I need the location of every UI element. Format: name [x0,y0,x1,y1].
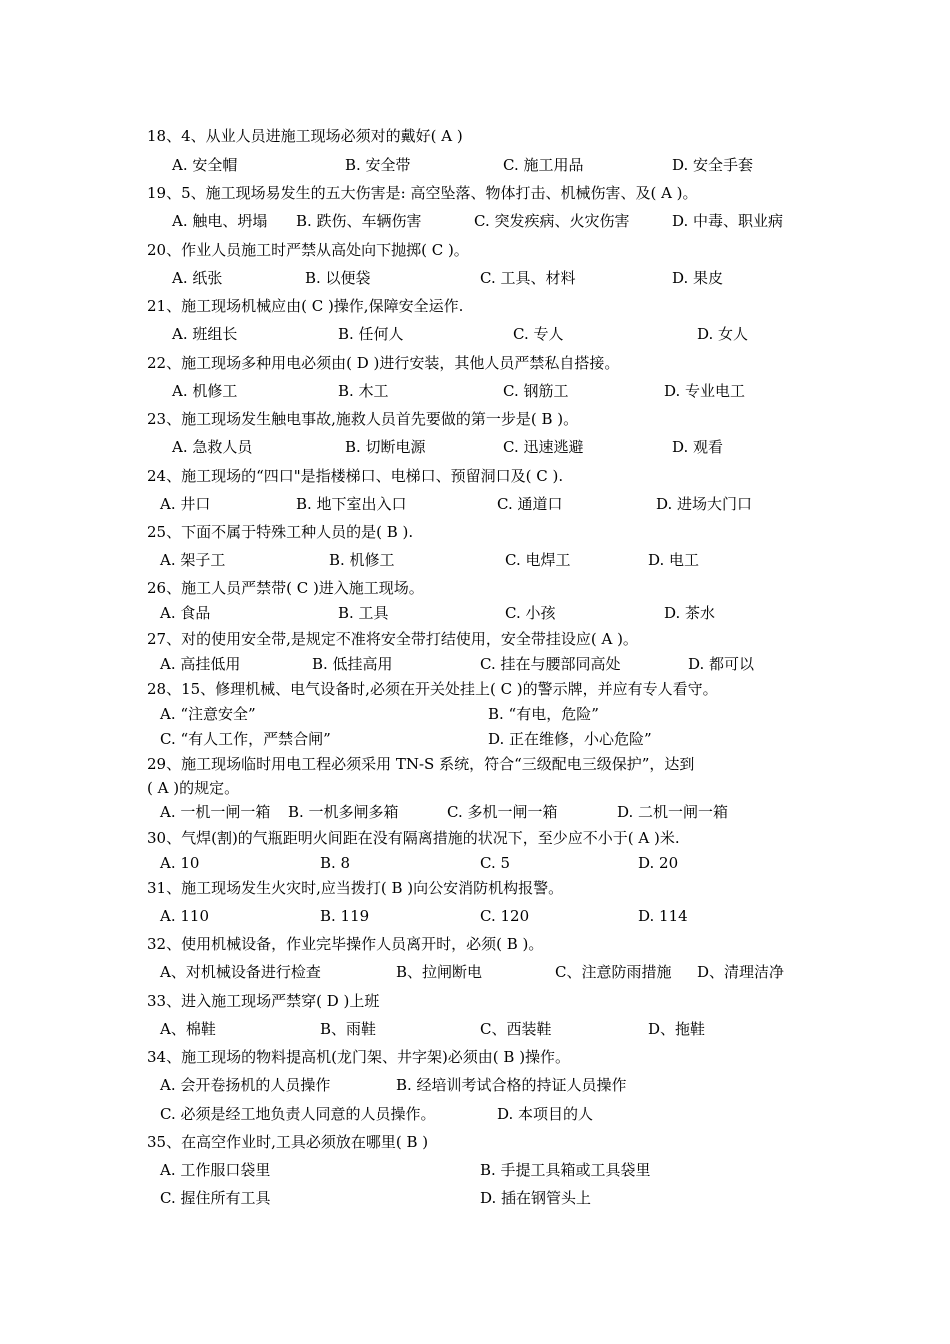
option-a: A. 110 [160,907,209,925]
question-stem: 22、施工现场多种用电必须由( D )进行安装，其他人员严禁私自搭接。 [147,354,620,372]
option-b: B. “有电，危险” [488,705,599,723]
question-stem: 31、施工现场发生火灾时,应当拨打( B )向公安消防机构报警。 [147,879,564,897]
option-a: A. 10 [160,854,200,872]
option-a: A. 纸张 [172,269,223,287]
option-b: B. 以便袋 [305,269,371,287]
option-d: D. 20 [638,854,679,872]
question-stem: 20、作业人员施工时严禁从高处向下抛掷( C )。 [147,241,469,259]
option-d: D. 114 [638,907,688,925]
option-c: C、西装鞋 [480,1020,552,1038]
option-b: B. 8 [320,854,351,872]
option-d: D. 正在维修，小心危险” [488,730,652,748]
option-a: A. 高挂低用 [160,655,241,673]
option-c: C. 施工用品 [503,156,584,174]
option-c: C. 工具、材料 [480,269,576,287]
option-b: B. 切断电源 [345,438,426,456]
option-d: D. 茶水 [664,604,716,622]
option-b: B. 一机多闸多箱 [288,803,399,821]
option-c: C. 钢筋工 [503,382,569,400]
option-b: B. 地下室出入口 [296,495,407,513]
option-b: B. 手提工具箱或工具袋里 [480,1161,651,1179]
question-stem: 18、4、从业人员进施工现场必须对的戴好( A ) [147,127,463,145]
option-b: B. 低挂高用 [312,655,393,673]
question-stem-continued: ( A )的规定。 [147,779,240,797]
option-b: B、拉闸断电 [396,963,483,981]
option-d: D. 电工 [648,551,700,569]
option-c: C. 握住所有工具 [160,1189,271,1207]
option-c: C. 挂在与腰部同高处 [480,655,621,673]
option-b: B、雨鞋 [320,1020,377,1038]
question-stem: 33、进入施工现场严禁穿( D )上班 [147,992,380,1010]
question-stem: 26、施工人员严禁带( C )进入施工现场。 [147,579,424,597]
option-d: D. 专业电工 [664,382,746,400]
option-d: D. 二机一闸一箱 [617,803,729,821]
option-c: C. 必须是经工地负责人同意的人员操作。 [160,1105,436,1123]
option-a: A. 架子工 [160,551,226,569]
option-d: D. 进场大门口 [656,495,753,513]
question-stem: 27、对的使用安全带,是规定不准将安全带打结使用，安全带挂设应( A )。 [147,630,638,648]
option-d: D. 都可以 [688,655,755,673]
option-d: D. 观看 [672,438,724,456]
option-c: C. 小孩 [505,604,556,622]
option-a: A. 工作服口袋里 [160,1161,271,1179]
option-c: C. “有人工作，严禁合闸” [160,730,331,748]
option-c: C、注意防雨措施 [555,963,672,981]
question-stem: 25、下面不属于特殊工种人员的是( B ). [147,523,414,541]
option-d: D. 插在钢管头上 [480,1189,592,1207]
option-c: C. 电焊工 [505,551,571,569]
option-c: C. 120 [480,907,530,925]
option-a: A. “注意安全” [160,705,256,723]
option-c: C. 5 [480,854,511,872]
question-stem: 34、施工现场的物料提高机(龙门架、井字架)必须由( B )操作。 [147,1048,571,1066]
option-a: A、对机械设备进行检查 [160,963,321,981]
option-b: B. 任何人 [338,325,404,343]
option-d: D. 安全手套 [672,156,754,174]
option-a: A、棉鞋 [160,1020,216,1038]
option-b: B. 经培训考试合格的持证人员操作 [396,1076,627,1094]
option-b: B. 木工 [338,382,389,400]
question-stem: 35、在高空作业时,工具必须放在哪里( B ) [147,1133,429,1151]
option-d: D. 本项目的人 [497,1105,594,1123]
option-d: D. 中毒、职业病 [672,212,784,230]
option-a: A. 一机一闸一箱 [160,803,271,821]
option-a: A. 食品 [160,604,211,622]
question-stem: 29、施工现场临时用电工程必须采用 TN-S 系统，符合“三级配电三级保护”，达到 [147,755,695,773]
option-a: A. 触电、坍塌 [172,212,268,230]
question-stem: 24、施工现场的“四口"是指楼梯口、电梯口、预留洞口及( C ). [147,467,564,485]
option-d: D、拖鞋 [648,1020,706,1038]
question-stem: 19、5、施工现场易发生的五大伤害是: 高空坠落、物体打击、机械伤害、及( A )。 [147,184,698,202]
question-stem: 32、使用机械设备，作业完毕操作人员离开时，必须( B )。 [147,935,544,953]
option-c: C. 通道口 [497,495,563,513]
option-a: A. 会开卷扬机的人员操作 [160,1076,331,1094]
option-a: A. 安全帽 [172,156,238,174]
option-c: C. 迅速逃避 [503,438,584,456]
question-stem: 21、施工现场机械应由( C )操作,保障安全运作. [147,297,464,315]
option-c: C. 专人 [513,325,564,343]
option-b: B. 跌伤、车辆伤害 [296,212,422,230]
option-c: C. 突发疾病、火灾伤害 [474,212,630,230]
option-d: D. 果皮 [672,269,724,287]
question-stem: 23、施工现场发生触电事故,施救人员首先要做的第一步是( B )。 [147,410,579,428]
option-a: A. 机修工 [172,382,238,400]
option-b: B. 工具 [338,604,389,622]
option-d: D. 女人 [697,325,749,343]
option-a: A. 班组长 [172,325,238,343]
option-b: B. 119 [320,907,370,925]
question-stem: 30、气焊(割)的气瓶距明火间距在没有隔离措施的状况下，至少应不小于( A )米. [147,829,680,847]
option-a: A. 急救人员 [172,438,253,456]
option-b: B. 机修工 [329,551,395,569]
option-c: C. 多机一闸一箱 [447,803,558,821]
option-d: D、清理洁净 [697,963,785,981]
question-stem: 28、15、修理机械、电气设备时,必须在开关处挂上( C )的警示牌，并应有专人看守。 [147,680,718,698]
option-b: B. 安全带 [345,156,411,174]
option-a: A. 井口 [160,495,211,513]
